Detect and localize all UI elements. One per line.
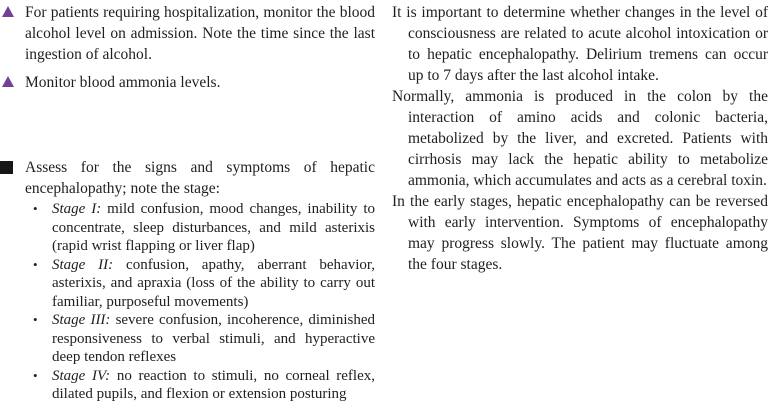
stage-list-item [33,311,375,367]
list-item-text: For patients requiring hospitalization, monitor the blood alcohol level on admission. Note the time since the last ingestion of alcohol. [25,4,375,63]
list-item [0,72,375,93]
list-item-text: Monitor blood ammonia levels. [25,74,221,91]
interventions-column [0,2,375,404]
stage-label: Stage III: [52,312,111,328]
stage-text: severe confusion, incoherence, diminished responsiveness to verbal stimuli, and hyperactive deep tendon reflexes [52,312,375,365]
dot-bullet-icon: • [33,312,38,327]
square-bullet-icon [0,161,13,174]
stage-label: Stage IV: [52,367,111,384]
stage-list-item [33,200,375,256]
rationale-paragraph: It is important to determine whether changes in the level of consciousness are related to acute alcohol intoxication or to hepatic encephalopathy. Delirium tremens can occur up to 7 days after the last alcohol intake. [392,4,768,84]
stage-text: mild confusion, mood changes, inability to concentrate, sleep disturbances, and mild asterixis (rapid wrist flapping or liver flap) [52,201,375,254]
list-item [0,157,375,199]
triangle-bullet-icon [2,76,14,87]
dot-bullet-icon: • [33,367,38,383]
stage-text: no reaction to stimuli, no corneal reflex, dilated pupils, and flexion or extension posturing [52,367,375,402]
stage-list-item [33,367,375,404]
dot-bullet-icon: • [33,201,38,216]
rationale-paragraph: Normally, ammonia is produced in the colon by the interaction of amino acids and colonic bacteria, metabolized by the liver, and excreted. Patients with cirrhosis may lack the hepatic ability to metabolize ammonia, which accumulates and acts as a cerebral toxin. [392,88,768,189]
stage-label: Stage I: [52,201,102,217]
dot-bullet-icon: • [33,256,38,272]
stage-list-item [33,256,376,312]
assess-intro-text: Assess for the signs and symptoms of hepatic encephalopathy; note the stage: [25,159,375,197]
stage-text: confusion, apathy, aberrant behavior, asterixis, and apraxia (loss of the ability to carry out familiar, purposeful movements) [52,256,376,310]
triangle-bullet-icon [2,6,14,17]
stage-label: Stage II: [52,256,114,273]
rationales-column [392,2,768,404]
rationale-paragraph: In the early stages, hepatic encephalopathy can be reversed with early intervention. Symptoms of encephalopathy may progress slowly. The patient may fluctuate among the four stages. [392,193,768,273]
stage-list [0,200,375,404]
list-item [0,2,375,65]
